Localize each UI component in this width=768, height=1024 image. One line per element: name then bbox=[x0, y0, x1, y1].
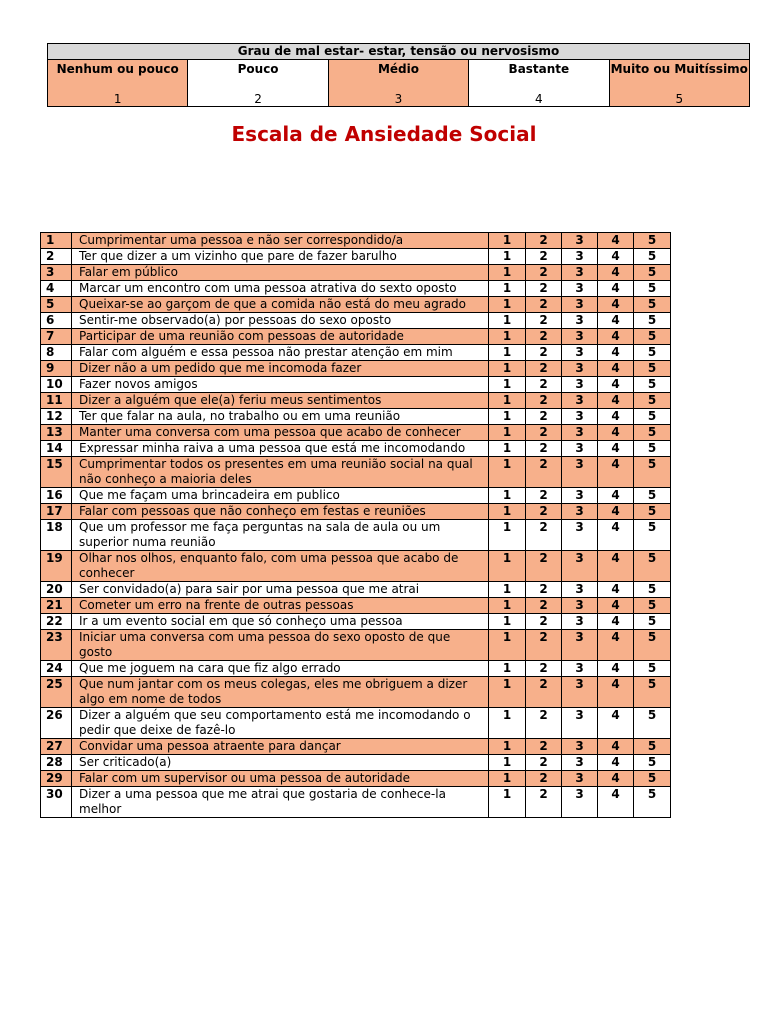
item-number: 10 bbox=[41, 377, 72, 393]
rating-option-5[interactable]: 5 bbox=[634, 265, 671, 281]
item-text: Que me joguem na cara que fiz algo errado bbox=[72, 661, 489, 677]
rating-option-2[interactable]: 2 bbox=[526, 377, 562, 393]
rating-option-4[interactable]: 4 bbox=[598, 677, 634, 708]
rating-option-4[interactable]: 4 bbox=[598, 425, 634, 441]
rating-option-5[interactable]: 5 bbox=[634, 677, 671, 708]
rating-option-1[interactable]: 1 bbox=[489, 281, 526, 297]
rating-option-3[interactable]: 3 bbox=[562, 520, 598, 551]
rating-option-3[interactable]: 3 bbox=[562, 345, 598, 361]
rating-option-3[interactable]: 3 bbox=[562, 265, 598, 281]
item-number: 14 bbox=[41, 441, 72, 457]
rating-option-4[interactable]: 4 bbox=[598, 297, 634, 313]
rating-option-5[interactable]: 5 bbox=[634, 233, 671, 249]
rating-option-3[interactable]: 3 bbox=[562, 582, 598, 598]
rating-option-5[interactable]: 5 bbox=[634, 614, 671, 630]
table-row bbox=[41, 771, 671, 787]
rating-option-1[interactable]: 1 bbox=[489, 614, 526, 630]
rating-option-4[interactable]: 4 bbox=[598, 630, 634, 661]
item-text: Falar com pessoas que não conheço em festas e reuniões bbox=[72, 504, 489, 520]
table-row bbox=[41, 377, 671, 393]
table-row bbox=[41, 281, 671, 297]
rating-option-5[interactable]: 5 bbox=[634, 598, 671, 614]
item-text: Participar de uma reunião com pessoas de autoridade bbox=[72, 329, 489, 345]
legend-level-2 bbox=[188, 60, 328, 107]
rating-option-5[interactable]: 5 bbox=[634, 520, 671, 551]
rating-option-5[interactable]: 5 bbox=[634, 457, 671, 488]
rating-option-5[interactable]: 5 bbox=[634, 488, 671, 504]
item-number: 1 bbox=[41, 233, 72, 249]
rating-option-4[interactable]: 4 bbox=[598, 361, 634, 377]
rating-option-5[interactable]: 5 bbox=[634, 771, 671, 787]
rating-option-5[interactable]: 5 bbox=[634, 329, 671, 345]
legend-level-label: Médio bbox=[377, 62, 419, 76]
item-text: Ser convidado(a) para sair por uma pessoa que me atrai bbox=[72, 582, 489, 598]
rating-option-4[interactable]: 4 bbox=[598, 329, 634, 345]
rating-option-2[interactable]: 2 bbox=[526, 520, 562, 551]
item-number: 26 bbox=[41, 708, 72, 739]
table-row bbox=[41, 708, 671, 739]
item-number: 25 bbox=[41, 677, 72, 708]
table-row bbox=[41, 265, 671, 281]
legend-level-value: 3 bbox=[394, 92, 403, 106]
rating-option-1[interactable]: 1 bbox=[489, 488, 526, 504]
rating-option-3[interactable]: 3 bbox=[562, 488, 598, 504]
item-text: Que num jantar com os meus colegas, eles me obriguem a dizer algo em nome de todos bbox=[72, 677, 489, 708]
item-number: 24 bbox=[41, 661, 72, 677]
item-number: 5 bbox=[41, 297, 72, 313]
table-row bbox=[41, 661, 671, 677]
rating-option-3[interactable]: 3 bbox=[562, 677, 598, 708]
rating-option-5[interactable]: 5 bbox=[634, 361, 671, 377]
legend-level-label: Nenhum ou pouco bbox=[56, 62, 179, 76]
item-text: Cumprimentar todos os presentes em uma reunião social na qual não conheço a maioria deles bbox=[72, 457, 489, 488]
rating-option-2[interactable]: 2 bbox=[526, 441, 562, 457]
rating-option-5[interactable]: 5 bbox=[634, 297, 671, 313]
social-anxiety-scale-table bbox=[40, 232, 671, 818]
rating-option-5[interactable]: 5 bbox=[634, 345, 671, 361]
item-number: 6 bbox=[41, 313, 72, 329]
legend-level-5 bbox=[609, 60, 749, 107]
item-text: Dizer não a um pedido que me incomoda fazer bbox=[72, 361, 489, 377]
rating-option-4[interactable]: 4 bbox=[598, 598, 634, 614]
legend-level-label: Pouco bbox=[237, 62, 279, 76]
item-text: Cometer um erro na frente de outras pessoas bbox=[72, 598, 489, 614]
rating-option-4[interactable]: 4 bbox=[598, 661, 634, 677]
rating-option-1[interactable]: 1 bbox=[489, 393, 526, 409]
rating-option-4[interactable]: 4 bbox=[598, 755, 634, 771]
item-text: Ter que dizer a um vizinho que pare de fazer barulho bbox=[72, 249, 489, 265]
rating-option-2[interactable]: 2 bbox=[526, 457, 562, 488]
rating-option-4[interactable]: 4 bbox=[598, 488, 634, 504]
item-text: Falar com um supervisor ou uma pessoa de autoridade bbox=[72, 771, 489, 787]
item-text: Manter uma conversa com uma pessoa que acabo de conhecer bbox=[72, 425, 489, 441]
rating-option-2[interactable]: 2 bbox=[526, 297, 562, 313]
table-row bbox=[41, 739, 671, 755]
rating-option-2[interactable]: 2 bbox=[526, 361, 562, 377]
rating-option-2[interactable]: 2 bbox=[526, 661, 562, 677]
rating-option-4[interactable]: 4 bbox=[598, 504, 634, 520]
rating-option-1[interactable]: 1 bbox=[489, 551, 526, 582]
rating-option-2[interactable]: 2 bbox=[526, 249, 562, 265]
item-number: 30 bbox=[41, 787, 72, 818]
rating-option-3[interactable]: 3 bbox=[562, 598, 598, 614]
legend-header: Grau de mal estar- estar, tensão ou nervosismo bbox=[48, 44, 750, 60]
rating-option-4[interactable]: 4 bbox=[598, 409, 634, 425]
rating-option-2[interactable]: 2 bbox=[526, 614, 562, 630]
rating-option-4[interactable]: 4 bbox=[598, 265, 634, 281]
rating-option-2[interactable]: 2 bbox=[526, 771, 562, 787]
legend-level-4 bbox=[469, 60, 609, 107]
rating-option-4[interactable]: 4 bbox=[598, 551, 634, 582]
rating-option-2[interactable]: 2 bbox=[526, 630, 562, 661]
rating-option-5[interactable]: 5 bbox=[634, 393, 671, 409]
table-row bbox=[41, 551, 671, 582]
rating-option-5[interactable]: 5 bbox=[634, 551, 671, 582]
rating-option-1[interactable]: 1 bbox=[489, 520, 526, 551]
rating-option-1[interactable]: 1 bbox=[489, 409, 526, 425]
item-number: 23 bbox=[41, 630, 72, 661]
rating-option-3[interactable]: 3 bbox=[562, 329, 598, 345]
rating-option-3[interactable]: 3 bbox=[562, 409, 598, 425]
rating-option-3[interactable]: 3 bbox=[562, 361, 598, 377]
rating-option-3[interactable]: 3 bbox=[562, 281, 598, 297]
item-number: 8 bbox=[41, 345, 72, 361]
rating-option-3[interactable]: 3 bbox=[562, 393, 598, 409]
item-text: Dizer a alguém que seu comportamento está me incomodando o pedir que deixe de fazê-lo bbox=[72, 708, 489, 739]
rating-option-1[interactable]: 1 bbox=[489, 708, 526, 739]
rating-option-5[interactable]: 5 bbox=[634, 755, 671, 771]
rating-option-2[interactable]: 2 bbox=[526, 425, 562, 441]
rating-option-4[interactable]: 4 bbox=[598, 377, 634, 393]
rating-option-2[interactable]: 2 bbox=[526, 582, 562, 598]
item-number: 27 bbox=[41, 739, 72, 755]
rating-option-3[interactable]: 3 bbox=[562, 233, 598, 249]
rating-option-4[interactable]: 4 bbox=[598, 345, 634, 361]
rating-option-1[interactable]: 1 bbox=[489, 313, 526, 329]
item-number: 2 bbox=[41, 249, 72, 265]
page-title: Escala de Ansiedade Social bbox=[231, 122, 537, 146]
rating-option-5[interactable]: 5 bbox=[634, 377, 671, 393]
table-row bbox=[41, 297, 671, 313]
rating-option-4[interactable]: 4 bbox=[598, 281, 634, 297]
legend-level-label: Muito ou Muitíssimo bbox=[610, 62, 748, 76]
rating-option-3[interactable]: 3 bbox=[562, 313, 598, 329]
rating-option-3[interactable]: 3 bbox=[562, 787, 598, 818]
table-row bbox=[41, 614, 671, 630]
rating-option-3[interactable]: 3 bbox=[562, 755, 598, 771]
legend-level-value: 4 bbox=[535, 92, 543, 106]
table-row bbox=[41, 361, 671, 377]
rating-option-1[interactable]: 1 bbox=[489, 377, 526, 393]
item-number: 3 bbox=[41, 265, 72, 281]
table-row bbox=[41, 313, 671, 329]
item-text: Convidar uma pessoa atraente para dançar bbox=[72, 739, 489, 755]
rating-option-1[interactable]: 1 bbox=[489, 297, 526, 313]
legend-level-value: 2 bbox=[254, 92, 262, 106]
rating-option-2[interactable]: 2 bbox=[526, 329, 562, 345]
rating-option-1[interactable]: 1 bbox=[489, 677, 526, 708]
rating-option-1[interactable]: 1 bbox=[489, 441, 526, 457]
item-number: 18 bbox=[41, 520, 72, 551]
table-row bbox=[41, 457, 671, 488]
item-number: 13 bbox=[41, 425, 72, 441]
rating-option-1[interactable]: 1 bbox=[489, 598, 526, 614]
rating-option-1[interactable]: 1 bbox=[489, 661, 526, 677]
rating-option-1[interactable]: 1 bbox=[489, 233, 526, 249]
table-row bbox=[41, 329, 671, 345]
anxiety-level-legend bbox=[47, 43, 750, 107]
item-text: Que me façam uma brincadeira em publico bbox=[72, 488, 489, 504]
item-text: Ter que falar na aula, no trabalho ou em uma reunião bbox=[72, 409, 489, 425]
rating-option-2[interactable]: 2 bbox=[526, 409, 562, 425]
item-number: 29 bbox=[41, 771, 72, 787]
rating-option-1[interactable]: 1 bbox=[489, 630, 526, 661]
rating-option-2[interactable]: 2 bbox=[526, 393, 562, 409]
table-row bbox=[41, 787, 671, 818]
item-text: Queixar-se ao garçom de que a comida não está do meu agrado bbox=[72, 297, 489, 313]
rating-option-5[interactable]: 5 bbox=[634, 441, 671, 457]
rating-option-1[interactable]: 1 bbox=[489, 345, 526, 361]
rating-option-2[interactable]: 2 bbox=[526, 313, 562, 329]
rating-option-1[interactable]: 1 bbox=[489, 755, 526, 771]
table-row bbox=[41, 677, 671, 708]
rating-option-5[interactable]: 5 bbox=[634, 708, 671, 739]
table-row bbox=[41, 504, 671, 520]
rating-option-1[interactable]: 1 bbox=[489, 771, 526, 787]
rating-option-2[interactable]: 2 bbox=[526, 677, 562, 708]
rating-option-5[interactable]: 5 bbox=[634, 409, 671, 425]
table-row bbox=[41, 345, 671, 361]
rating-option-4[interactable]: 4 bbox=[598, 582, 634, 598]
rating-option-3[interactable]: 3 bbox=[562, 551, 598, 582]
rating-option-2[interactable]: 2 bbox=[526, 488, 562, 504]
rating-option-2[interactable]: 2 bbox=[526, 708, 562, 739]
item-text: Sentir-me observado(a) por pessoas do sexo oposto bbox=[72, 313, 489, 329]
table-row bbox=[41, 598, 671, 614]
rating-option-3[interactable]: 3 bbox=[562, 630, 598, 661]
rating-option-2[interactable]: 2 bbox=[526, 598, 562, 614]
rating-option-2[interactable]: 2 bbox=[526, 551, 562, 582]
item-number: 16 bbox=[41, 488, 72, 504]
rating-option-4[interactable]: 4 bbox=[598, 787, 634, 818]
item-number: 20 bbox=[41, 582, 72, 598]
item-number: 28 bbox=[41, 755, 72, 771]
rating-option-3[interactable]: 3 bbox=[562, 708, 598, 739]
table-row bbox=[41, 409, 671, 425]
rating-option-3[interactable]: 3 bbox=[562, 441, 598, 457]
rating-option-1[interactable]: 1 bbox=[489, 582, 526, 598]
rating-option-5[interactable]: 5 bbox=[634, 281, 671, 297]
item-text: Olhar nos olhos, enquanto falo, com uma pessoa que acabo de conhecer bbox=[72, 551, 489, 582]
rating-option-5[interactable]: 5 bbox=[634, 661, 671, 677]
table-row bbox=[41, 249, 671, 265]
rating-option-5[interactable]: 5 bbox=[634, 787, 671, 818]
rating-option-3[interactable]: 3 bbox=[562, 771, 598, 787]
rating-option-3[interactable]: 3 bbox=[562, 377, 598, 393]
rating-option-1[interactable]: 1 bbox=[489, 504, 526, 520]
table-row bbox=[41, 441, 671, 457]
legend-level-1 bbox=[48, 60, 188, 107]
rating-option-4[interactable]: 4 bbox=[598, 457, 634, 488]
item-number: 15 bbox=[41, 457, 72, 488]
item-number: 22 bbox=[41, 614, 72, 630]
legend-level-value: 1 bbox=[113, 92, 122, 106]
item-text: Que um professor me faça perguntas na sala de aula ou um superior numa reunião bbox=[72, 520, 489, 551]
rating-option-4[interactable]: 4 bbox=[598, 393, 634, 409]
rating-option-3[interactable]: 3 bbox=[562, 425, 598, 441]
rating-option-1[interactable]: 1 bbox=[489, 787, 526, 818]
rating-option-2[interactable]: 2 bbox=[526, 233, 562, 249]
rating-option-2[interactable]: 2 bbox=[526, 739, 562, 755]
rating-option-2[interactable]: 2 bbox=[526, 755, 562, 771]
item-text: Cumprimentar uma pessoa e não ser correspondido/a bbox=[72, 233, 489, 249]
item-text: Falar com alguém e essa pessoa não prestar atenção em mim bbox=[72, 345, 489, 361]
legend-level-label: Bastante bbox=[508, 62, 570, 76]
item-text: Ser criticado(a) bbox=[72, 755, 489, 771]
rating-option-4[interactable]: 4 bbox=[598, 739, 634, 755]
rating-option-2[interactable]: 2 bbox=[526, 265, 562, 281]
rating-option-5[interactable]: 5 bbox=[634, 630, 671, 661]
rating-option-3[interactable]: 3 bbox=[562, 297, 598, 313]
rating-option-5[interactable]: 5 bbox=[634, 249, 671, 265]
rating-option-1[interactable]: 1 bbox=[489, 329, 526, 345]
rating-option-5[interactable]: 5 bbox=[634, 582, 671, 598]
legend-level-3 bbox=[328, 60, 468, 107]
rating-option-4[interactable]: 4 bbox=[598, 614, 634, 630]
item-number: 9 bbox=[41, 361, 72, 377]
item-text: Fazer novos amigos bbox=[72, 377, 489, 393]
legend-level-value: 5 bbox=[675, 92, 684, 106]
item-number: 19 bbox=[41, 551, 72, 582]
item-number: 7 bbox=[41, 329, 72, 345]
rating-option-4[interactable]: 4 bbox=[598, 520, 634, 551]
item-text: Iniciar uma conversa com uma pessoa do sexo oposto de que gosto bbox=[72, 630, 489, 661]
rating-option-2[interactable]: 2 bbox=[526, 504, 562, 520]
rating-option-2[interactable]: 2 bbox=[526, 281, 562, 297]
rating-option-3[interactable]: 3 bbox=[562, 249, 598, 265]
rating-option-4[interactable]: 4 bbox=[598, 233, 634, 249]
item-text: Ir a um evento social em que só conheço uma pessoa bbox=[72, 614, 489, 630]
table-row bbox=[41, 582, 671, 598]
rating-option-4[interactable]: 4 bbox=[598, 313, 634, 329]
item-number: 17 bbox=[41, 504, 72, 520]
rating-option-4[interactable]: 4 bbox=[598, 441, 634, 457]
rating-option-4[interactable]: 4 bbox=[598, 249, 634, 265]
rating-option-3[interactable]: 3 bbox=[562, 661, 598, 677]
rating-option-1[interactable]: 1 bbox=[489, 425, 526, 441]
rating-option-3[interactable]: 3 bbox=[562, 614, 598, 630]
item-text: Falar em público bbox=[72, 265, 489, 281]
rating-option-5[interactable]: 5 bbox=[634, 313, 671, 329]
rating-option-4[interactable]: 4 bbox=[598, 708, 634, 739]
rating-option-3[interactable]: 3 bbox=[562, 457, 598, 488]
table-row bbox=[41, 233, 671, 249]
rating-option-5[interactable]: 5 bbox=[634, 739, 671, 755]
item-number: 4 bbox=[41, 281, 72, 297]
rating-option-1[interactable]: 1 bbox=[489, 739, 526, 755]
table-row bbox=[41, 630, 671, 661]
rating-option-1[interactable]: 1 bbox=[489, 457, 526, 488]
item-text: Dizer a uma pessoa que me atrai que gostaria de conhece-la melhor bbox=[72, 787, 489, 818]
table-row bbox=[41, 488, 671, 504]
table-row bbox=[41, 520, 671, 551]
table-row bbox=[41, 393, 671, 409]
rating-option-4[interactable]: 4 bbox=[598, 771, 634, 787]
rating-option-5[interactable]: 5 bbox=[634, 425, 671, 441]
item-number: 12 bbox=[41, 409, 72, 425]
table-row bbox=[41, 425, 671, 441]
rating-option-1[interactable]: 1 bbox=[489, 265, 526, 281]
rating-option-3[interactable]: 3 bbox=[562, 504, 598, 520]
item-text: Expressar minha raiva a uma pessoa que está me incomodando bbox=[72, 441, 489, 457]
item-number: 11 bbox=[41, 393, 72, 409]
rating-option-3[interactable]: 3 bbox=[562, 739, 598, 755]
item-number: 21 bbox=[41, 598, 72, 614]
rating-option-2[interactable]: 2 bbox=[526, 787, 562, 818]
rating-option-2[interactable]: 2 bbox=[526, 345, 562, 361]
rating-option-1[interactable]: 1 bbox=[489, 249, 526, 265]
table-row bbox=[41, 755, 671, 771]
rating-option-5[interactable]: 5 bbox=[634, 504, 671, 520]
rating-option-1[interactable]: 1 bbox=[489, 361, 526, 377]
item-text: Dizer a alguém que ele(a) feriu meus sentimentos bbox=[72, 393, 489, 409]
item-text: Marcar um encontro com uma pessoa atrativa do sexto oposto bbox=[72, 281, 489, 297]
